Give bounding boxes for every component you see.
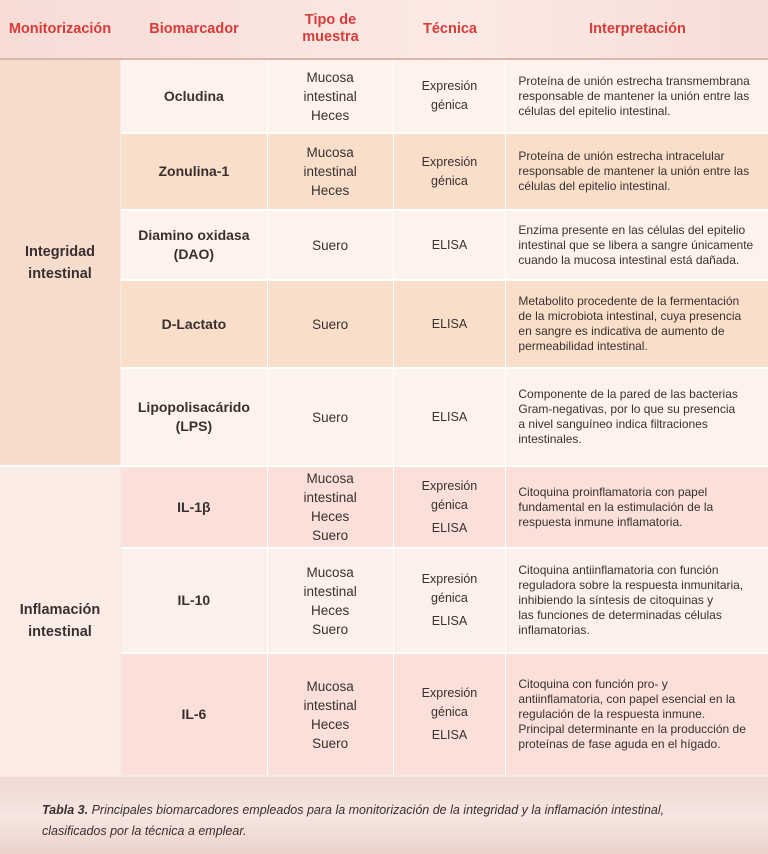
tipo-muestra-cell: Mucosa intestinal Heces Suero [268, 654, 394, 775]
tecnica-text-2: ELISA [431, 614, 468, 628]
tecnica-text: ELISA [431, 237, 468, 252]
tecnica-cell [394, 134, 507, 209]
table-row [121, 281, 768, 367]
tecnica-text: Expresión génica [421, 686, 478, 719]
header-tecnica: Técnica [423, 20, 477, 37]
header-monitorizacion: Monitorización [8, 20, 112, 37]
header-interpretacion: Interpretación [589, 20, 686, 37]
biomarcador-cell: Ocludina [121, 60, 268, 132]
group-inflamacion-intestinal: Inflamación intestinal [0, 467, 120, 775]
tecnica-text: ELISA [431, 409, 468, 424]
table-row [121, 549, 768, 652]
biomarcador-cell: Zonulina-1 [121, 134, 268, 209]
interpretacion-cell: Proteína de unión estrecha intracelular responsable de mantener la unión entre las células del epitelio intestinal. [518, 149, 750, 193]
biomarcador-cell: IL-1β [121, 467, 268, 547]
table-row [121, 60, 768, 132]
biomarcador-cell: Diamino oxidasa (DAO) [121, 211, 268, 279]
tipo-muestra-cell: Suero [268, 211, 394, 279]
biomarcador-cell: D-Lactato [121, 281, 268, 367]
tecnica-cell [394, 60, 507, 132]
biomarcador-cell: Lipopolisacárido (LPS) [121, 369, 268, 465]
interpretacion-cell: Componente de la pared de las bacterias Gram-negativas, por lo que su presencia a nivel sanguíneo indica filtraciones intestinales. [518, 387, 738, 446]
table-row [121, 134, 768, 209]
interpretacion-cell: Citoquina con función pro- y antiinflamatoria, con papel esencial en la regulación de la respuesta inmune. Principal determinante en la producción de proteínas de fase aguda en el hígado. [518, 677, 746, 751]
biomarcador-cell: IL-10 [121, 549, 268, 652]
caption-text: Principales biomarcadores empleados para la monitorización de la integridad y la inflamación intestinal, clasificados por la técnica a emplear. [42, 803, 665, 838]
tecnica-cell [394, 549, 507, 652]
tipo-muestra-cell: Mucosa intestinal Heces Suero [268, 549, 394, 652]
tipo-muestra-cell: Suero [268, 281, 394, 367]
table-row [121, 467, 768, 547]
tecnica-cell [394, 467, 507, 547]
table-row [121, 369, 768, 465]
biomarcador-cell: IL-6 [121, 654, 268, 775]
tecnica-text: Expresión génica [421, 154, 478, 188]
group-integridad-intestinal: Integridad intestinal [0, 60, 120, 465]
tipo-muestra-cell: Mucosa intestinal Heces [268, 134, 394, 209]
tecnica-text: Expresión génica [421, 572, 478, 605]
table-caption [42, 800, 732, 842]
tecnica-text-2: ELISA [431, 728, 468, 742]
interpretacion-cell: Metabolito procedente de la fermentación de la microbiota intestinal, cuya presencia en sangre es indicativa de aumento de permeabilidad intestinal. [518, 294, 742, 353]
tecnica-text: ELISA [431, 316, 468, 331]
tecnica-cell [394, 654, 507, 775]
tecnica-text: Expresión génica [421, 79, 478, 112]
table-header [0, 0, 768, 60]
header-biomarcador: Biomarcador [149, 20, 239, 37]
tipo-muestra-cell: Suero [268, 369, 394, 465]
interpretacion-cell: Citoquina proinflamatoria con papel fundamental en la estimulación de la respuesta inmune inflamatoria. [518, 484, 714, 529]
tecnica-cell [394, 369, 507, 465]
tecnica-text-2: ELISA [431, 520, 468, 535]
tecnica-text: Expresión génica [421, 478, 478, 512]
tipo-muestra-cell: Mucosa intestinal Heces Suero [268, 467, 394, 547]
table-row [121, 654, 768, 775]
tecnica-cell [394, 281, 507, 367]
interpretacion-cell: Citoquina antiinflamatoria con función reguladora sobre la respuesta inmunitaria, inhibiendo la síntesis de citoquinas y las funciones de determinadas células inflamatorias. [518, 563, 744, 637]
interpretacion-cell: Enzima presente en las células del epitelio intestinal que se libera a sangre únicamente cuando la mucosa intestinal está dañada. [518, 222, 754, 267]
tecnica-cell [394, 211, 507, 279]
header-tipo-muestra: Tipo de muestra [302, 12, 359, 45]
tipo-muestra-cell: Mucosa intestinal Heces [268, 60, 394, 132]
table-row [121, 211, 768, 279]
interpretacion-cell: Proteína de unión estrecha transmembrana responsable de mantener la unión entre las células del epitelio intestinal. [518, 73, 750, 118]
caption-label: Tabla 3. [42, 803, 89, 817]
